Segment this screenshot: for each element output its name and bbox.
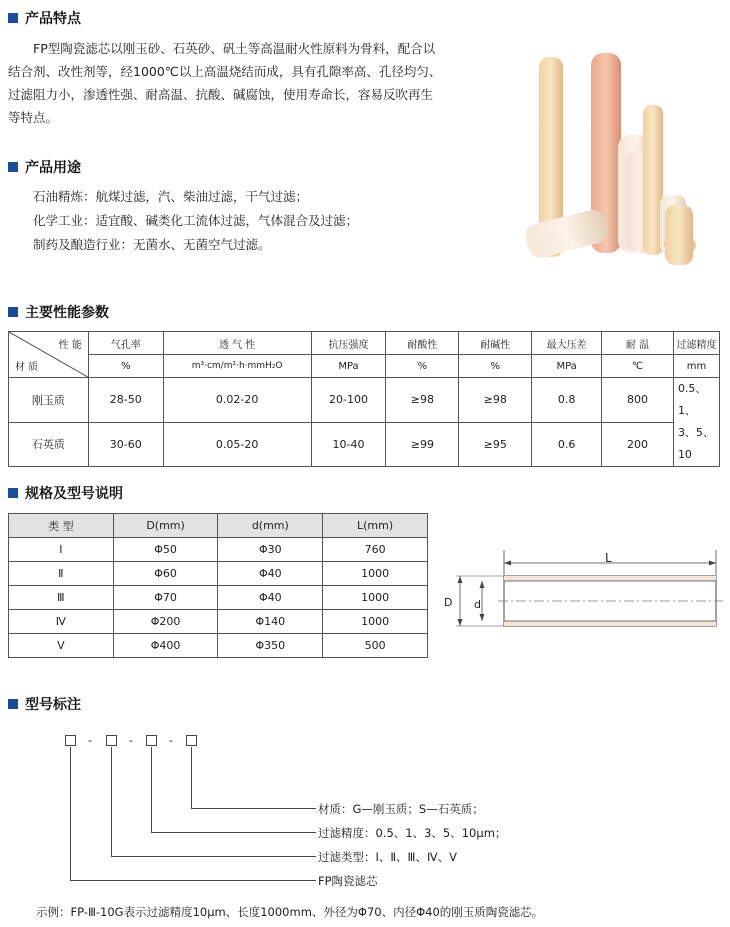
specs-cell: Φ50 [113, 538, 218, 562]
params-unit-cell: % [459, 355, 532, 378]
section-params-heading [8, 302, 109, 322]
params-header-cell: 最大压差 [532, 332, 602, 355]
params-header-cell: 耐酸性 [386, 332, 459, 355]
specs-cell: Ⅳ [9, 610, 114, 634]
params-cell: 200 [602, 422, 674, 467]
params-unit-cell: MPa [532, 355, 602, 378]
specs-cell: Ⅴ [9, 634, 114, 658]
leader-line [191, 808, 316, 809]
params-cell: 30-60 [88, 422, 163, 467]
section-bullet-icon [8, 13, 18, 23]
specs-header-cell: D(mm) [113, 514, 218, 538]
params-unit-cell: ℃ [602, 355, 674, 378]
specs-cell: Φ140 [218, 610, 323, 634]
params-header-cell: 过滤精度 [673, 332, 719, 355]
specs-cell: Ⅲ [9, 586, 114, 610]
params-header-cell: 耐 温 [602, 332, 674, 355]
leader-line [70, 880, 316, 881]
material-legend: 材质：G—刚玉质；S—石英质； [318, 802, 484, 816]
section-model-heading [8, 694, 81, 714]
params-unit-row [9, 355, 720, 378]
specs-header-cell: d(mm) [218, 514, 323, 538]
specs-cell: Φ40 [218, 586, 323, 610]
model-title: 型号标注 [25, 697, 81, 713]
precision-line: 0.5、1、 [677, 382, 707, 417]
model-box-type [106, 735, 117, 746]
specs-header-cell: L(mm) [323, 514, 428, 538]
specs-cell: Φ350 [218, 634, 323, 658]
params-unit-cell: m³·cm/m²·h·mmH₂O [163, 355, 311, 378]
leader-line [111, 747, 112, 856]
corner-bottom-label: 材 质 [15, 362, 39, 373]
model-box-material [186, 735, 197, 746]
tube-dimension-diagram [438, 543, 723, 633]
params-header-cell: 透 气 性 [163, 332, 311, 355]
model-box-product [65, 735, 76, 746]
params-cell: ≥99 [386, 422, 459, 467]
section-bullet-icon [8, 307, 18, 317]
precision-line: 3、5、10 [677, 426, 714, 461]
specs-title: 规格及型号说明 [25, 486, 123, 502]
specs-row [9, 634, 428, 658]
model-separator: - [129, 734, 133, 747]
specs-cell: 500 [323, 634, 428, 658]
material-name: 刚玉质 [9, 378, 89, 423]
specs-cell: Φ200 [113, 610, 218, 634]
params-unit-cell: % [386, 355, 459, 378]
params-header-cell: 抗压强度 [311, 332, 386, 355]
uses-text [33, 185, 358, 257]
params-cell: 0.8 [532, 378, 602, 423]
section-uses-heading [8, 157, 81, 177]
section-bullet-icon [8, 699, 18, 709]
specs-header-cell: 类 型 [9, 514, 114, 538]
section-bullet-icon [8, 162, 18, 172]
model-box-precision [146, 735, 157, 746]
params-cell: ≥95 [459, 422, 532, 467]
specs-header-row [9, 514, 428, 538]
section-features-heading [8, 8, 81, 28]
params-row [9, 422, 720, 467]
params-unit-cell: mm [673, 355, 719, 378]
params-header-cell: 耐碱性 [459, 332, 532, 355]
params-cell: 10-40 [311, 422, 386, 467]
outer-diameter-label: D [444, 596, 453, 609]
params-cell: 0.6 [532, 422, 602, 467]
product-photo [525, 45, 720, 275]
leader-line [151, 832, 316, 833]
params-cell: 20-100 [311, 378, 386, 423]
model-example: 示例：FP-Ⅲ-10G表示过滤精度10μm、长度1000mm、外径为Φ70、内径Φ40的刚玉质陶瓷滤芯。 [36, 905, 544, 919]
type-legend: 过滤类型：Ⅰ、Ⅱ、Ⅲ、Ⅳ、Ⅴ [318, 850, 457, 864]
specs-cell: 1000 [323, 586, 428, 610]
leader-line [111, 856, 316, 857]
inner-diameter-label: d [474, 598, 481, 611]
leader-line [191, 747, 192, 808]
model-separator: - [169, 734, 173, 747]
specs-cell: 1000 [323, 562, 428, 586]
specs-cell: Φ60 [113, 562, 218, 586]
uses-line: 制药及酿造行业：无菌水、无菌空气过滤。 [33, 237, 271, 252]
model-separator: - [88, 734, 92, 747]
precision-legend: 过滤精度：0.5、1、3、5、10μm； [318, 826, 507, 840]
specs-cell: Φ400 [113, 634, 218, 658]
features-line: 过滤阻力小，渗透性强、耐高温、抗酸、碱腐蚀，使用寿命长，容易反吹再生 [8, 87, 434, 102]
params-cell: 0.02-20 [163, 378, 311, 423]
params-cell: 28-50 [88, 378, 163, 423]
material-name: 石英质 [9, 422, 89, 467]
params-corner-cell [9, 332, 89, 378]
features-line: 等特点。 [8, 110, 59, 125]
leader-line [151, 747, 152, 832]
features-title: 产品特点 [25, 11, 81, 27]
specs-cell: Ⅰ [9, 538, 114, 562]
features-text [8, 37, 441, 129]
params-cell: 0.05-20 [163, 422, 311, 467]
corner-top-label: 性 能 [58, 340, 82, 351]
precision-cell [673, 378, 719, 467]
specs-cell: Φ40 [218, 562, 323, 586]
section-specs-heading [8, 483, 123, 503]
specs-cell: 760 [323, 538, 428, 562]
specs-cell: Φ70 [113, 586, 218, 610]
uses-title: 产品用途 [25, 160, 81, 176]
specs-row [9, 586, 428, 610]
specs-row [9, 562, 428, 586]
section-bullet-icon [8, 488, 18, 498]
uses-line: 石油精炼：航煤过滤，汽、柴油过滤，干气过滤； [33, 189, 309, 204]
params-unit-cell: % [88, 355, 163, 378]
params-header-cell: 气孔率 [88, 332, 163, 355]
params-cell: ≥98 [386, 378, 459, 423]
specs-table [8, 513, 428, 658]
product-legend: FP陶瓷滤芯 [318, 874, 378, 888]
params-unit-cell: MPa [311, 355, 386, 378]
params-cell: 800 [602, 378, 674, 423]
specs-cell: Φ30 [218, 538, 323, 562]
specs-row [9, 610, 428, 634]
specs-row [9, 538, 428, 562]
specs-cell: Ⅱ [9, 562, 114, 586]
params-row [9, 378, 720, 423]
features-line: 结合剂、改性剂等，经1000℃以上高温烧结而成，具有孔隙率高、孔径均匀、 [8, 64, 442, 79]
params-cell: ≥98 [459, 378, 532, 423]
features-line: FP型陶瓷滤芯以刚玉砂、石英砂、矾土等高温耐火性原料为骨料，配合以 [33, 41, 436, 56]
leader-line [70, 747, 71, 880]
specs-cell: 1000 [323, 610, 428, 634]
params-header-row [9, 332, 720, 355]
uses-line: 化学工业：适宜酸、碱类化工流体过滤，气体混合及过滤； [33, 213, 359, 228]
params-title: 主要性能参数 [25, 305, 109, 321]
params-table [8, 331, 720, 467]
length-label: L [605, 551, 612, 565]
